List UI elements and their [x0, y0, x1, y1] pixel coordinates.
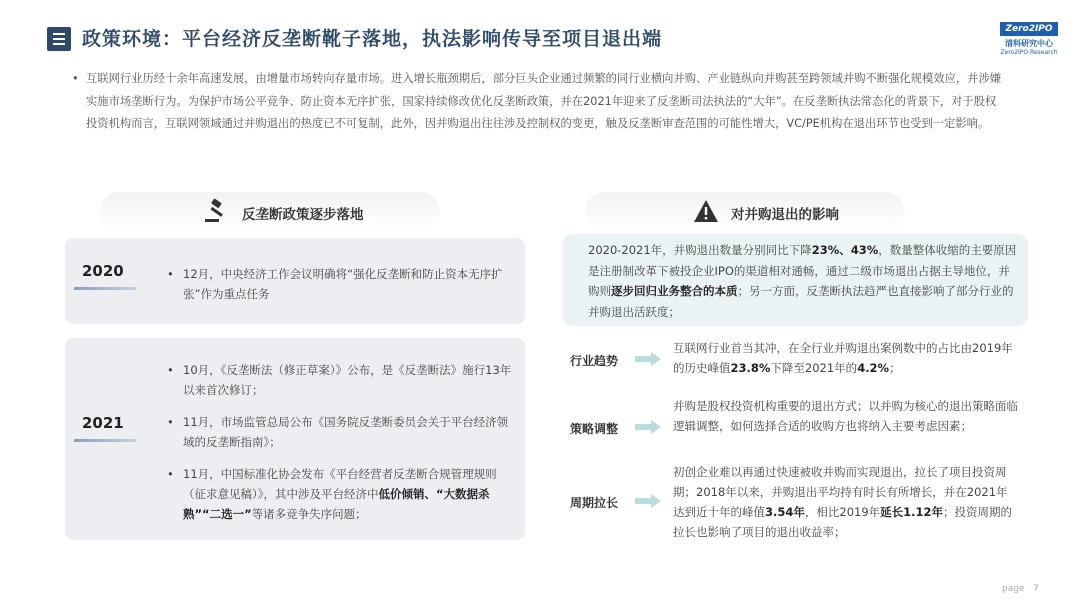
arrow-right-icon: [635, 494, 661, 508]
label-cycle-extension: 周期拉长: [570, 496, 619, 510]
cycle-extension-text: 初创企业难以再通过快速被收并购而实现退出，拉长了项目投资周期；2018年以来，并购退出平均持有时长有所增长，并在2021年达到近十年的峰值3.54年，相比2019年延长1.12年；投资周期的拉长也影响了项目的退出收益率；: [673, 465, 1013, 539]
menu-icon[interactable]: [47, 27, 71, 51]
year-underline: [74, 287, 136, 290]
warning-icon: [693, 199, 719, 223]
logo-cn-text: 清科研究中心: [1005, 39, 1053, 48]
intro-text: 互联网行业历经十余年高速发展，由增量市场转向存量市场。进入增长瓶颈期后，部分巨头企业通过频繁的同行业横向并购、产业链纵向并购甚至跨领域并购不断强化规模效应，并涉嫌实施市场垄断行为。为保护市场公平竞争、防止资本无序扩张，国家持续修改优化反垄断政策，并在2021年迎来了反垄断司法执法的“大年”。在反垄断执法常态化的背景下，对于股权投资机构而言，互联网领域通过并购退出的热度已不可复制，此外，因并购退出往往涉及控制权的变更，触及反垄断审查范围的可能性增大，VC/PE机构在退出环节也受到一定影响。: [86, 72, 1002, 130]
label-industry-trend: 行业趋势: [570, 354, 619, 368]
industry-trend-text: 互联网行业首当其冲，在全行业并购退出案例数中的占比由2019年的历史峰值23.8%下降至2021年的4.2%；: [673, 341, 1013, 375]
page-number: page 7: [1002, 584, 1039, 594]
page-title: 政策环境：平台经济反垄断靴子落地，执法影响传导至项目退出端: [82, 28, 663, 50]
year-2021: 2021: [82, 414, 124, 432]
list-item: • 10月，《反垄断法（修正草案）》公布，是《反垄断法》施行13年以来首次修订；: [167, 363, 512, 397]
list-item: • 11月，市场监管总局公布《国务院反垄断委员会关于平台经济领域的反垄断指南》；: [167, 415, 509, 449]
year-underline: [74, 439, 136, 442]
arrow-right-icon: [635, 352, 661, 366]
gavel-icon: [203, 198, 231, 224]
logo-en-text: Zero2IPO Research: [1000, 49, 1058, 56]
label-strategy-adjustment: 策略调整: [570, 422, 619, 436]
arrow-right-icon: [635, 420, 661, 434]
list-item: • 11月，中国标准化协会发布《平台经营者反垄断合规管理规则（征求意见稿）》，其中涉及平台经济中低价倾销、“大数据杀熟”“二选一”等诸多竞争失序问题；: [167, 467, 497, 521]
impact-summary-text: 2020-2021年，并购退出数量分别同比下降23%、43%，数量整体收缩的主要原因是注册制改革下被投企业IPO的渠道相对通畅，通过二级市场退出占据主导地位，并购则逐步回归业务整合的本质；另一方面，反垄断执法趋严也直接影响了部分行业的并购退出活跃度；: [588, 243, 1017, 319]
logo-wordmark: Zero2IPO: [1000, 22, 1058, 36]
left-heading: 反垄断政策逐步落地: [242, 207, 364, 223]
zero2ipo-logo: [998, 22, 1060, 62]
bullet-dot: •: [72, 72, 79, 85]
right-heading: 对并购退出的影响: [731, 207, 839, 223]
year-2020: 2020: [82, 262, 124, 280]
intro-paragraph: [72, 68, 1006, 136]
strategy-adjustment-text: 并购是股权投资机构重要的退出方式；以并购为核心的退出策略面临逻辑调整，如何选择合适的收购方也将纳入主要考虑因素；: [673, 399, 1018, 433]
list-item: • 12月，中央经济工作会议明确将“强化反垄断和防止资本无序扩张”作为重点任务: [167, 267, 503, 301]
